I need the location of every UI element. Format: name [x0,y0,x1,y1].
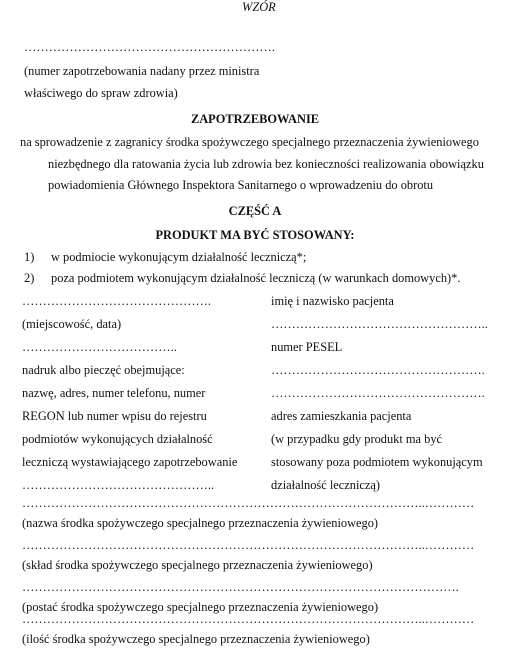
product-quantity-label: (ilość środka spożywczego specjalnego przeznaczenia żywieniowego) [22,632,370,646]
place-date-field: ………………………………………. [22,294,211,308]
patient-address-label-line: (w przypadku gdy produkt ma być [271,432,443,446]
patient-address-field: ……………………………………………. [271,386,485,400]
option-1-number: 1) [24,250,35,264]
stamp-label-line: nadruk albo pieczęć obejmujące: [22,363,185,377]
stamp-label-line: REGON lub numer wpisu do rejestru [22,409,207,423]
place-date-label: (miejscowość, data) [22,317,122,331]
product-form-field: ……………………………………………………………………………………………. [22,580,459,594]
stamp-label-line: podmiotów wykonujących działalność [22,432,213,446]
document-title: ZAPOTRZEBOWANIE [190,112,320,126]
patient-address-label-line: stosowany poza podmiotem wykonującym [271,455,483,469]
product-composition-field: ……………………………………………………………………………………..………… [22,538,475,552]
product-form-label: (postać środka spożywczego specjalnego przeznaczenia żywieniowego) [22,600,379,614]
pesel-label: numer PESEL [271,340,343,354]
requisition-number-label-line1: (numer zapotrzebowania nadany przez ministra [24,64,260,78]
patient-address-label-line: adres zamieszkania pacjenta [271,409,412,423]
requisition-number-field: ……………………………………………………. [24,40,275,54]
product-name-label: (nazwa środka spożywczego specjalnego przeznaczenia żywieniowego) [22,516,379,530]
part-subheading: PRODUKT MA BYĆ STOSOWANY: [155,228,355,242]
product-quantity-field: ……………………………………………………………………………………..………… [22,612,475,626]
stamp-label-line: leczniczą wystawiającego zapotrzebowanie [22,455,238,469]
template-label: WZÓR [242,0,276,14]
product-composition-label: (skład środka spożywczego specjalnego przeznaczenia żywieniowego) [22,558,373,572]
part-heading: CZĘŚĆ A [228,204,282,218]
title-description-line3: powiadomienia Głównego Inspektora Sanitarnego o wprowadzeniu do obrotu [48,178,434,192]
title-description-line2: niezbędnego dla ratowania życia lub zdrowia bez konieczności realizowania obowiązku [48,157,484,171]
product-name-field: ……………………………………………………………………………………..………… [22,496,475,510]
stamp-field: ……………………………….. [22,340,177,354]
left-bottom-field: ……………………………………….. [22,478,215,492]
option-1-text: w podmiocie wykonującym działalność leczniczą*; [51,250,307,264]
patient-name-field: …………………………………………….. [271,317,488,331]
option-2-text: poza podmiotem wykonującym działalność leczniczą (w warunkach domowych)*. [51,271,461,285]
option-2-number: 2) [24,271,35,285]
title-description-line1: na sprowadzenie z zagranicy środka spożywczego specjalnego przeznaczenia żywieniowego [20,135,479,149]
patient-address-label-line: działalność leczniczą) [271,478,381,492]
stamp-label-line: nazwę, adres, numer telefonu, numer [22,386,206,400]
pesel-field: ……………………………………………. [271,363,485,377]
requisition-number-label-line2: właściwego do spraw zdrowia) [24,86,178,100]
patient-name-label: imię i nazwisko pacjenta [271,294,394,308]
